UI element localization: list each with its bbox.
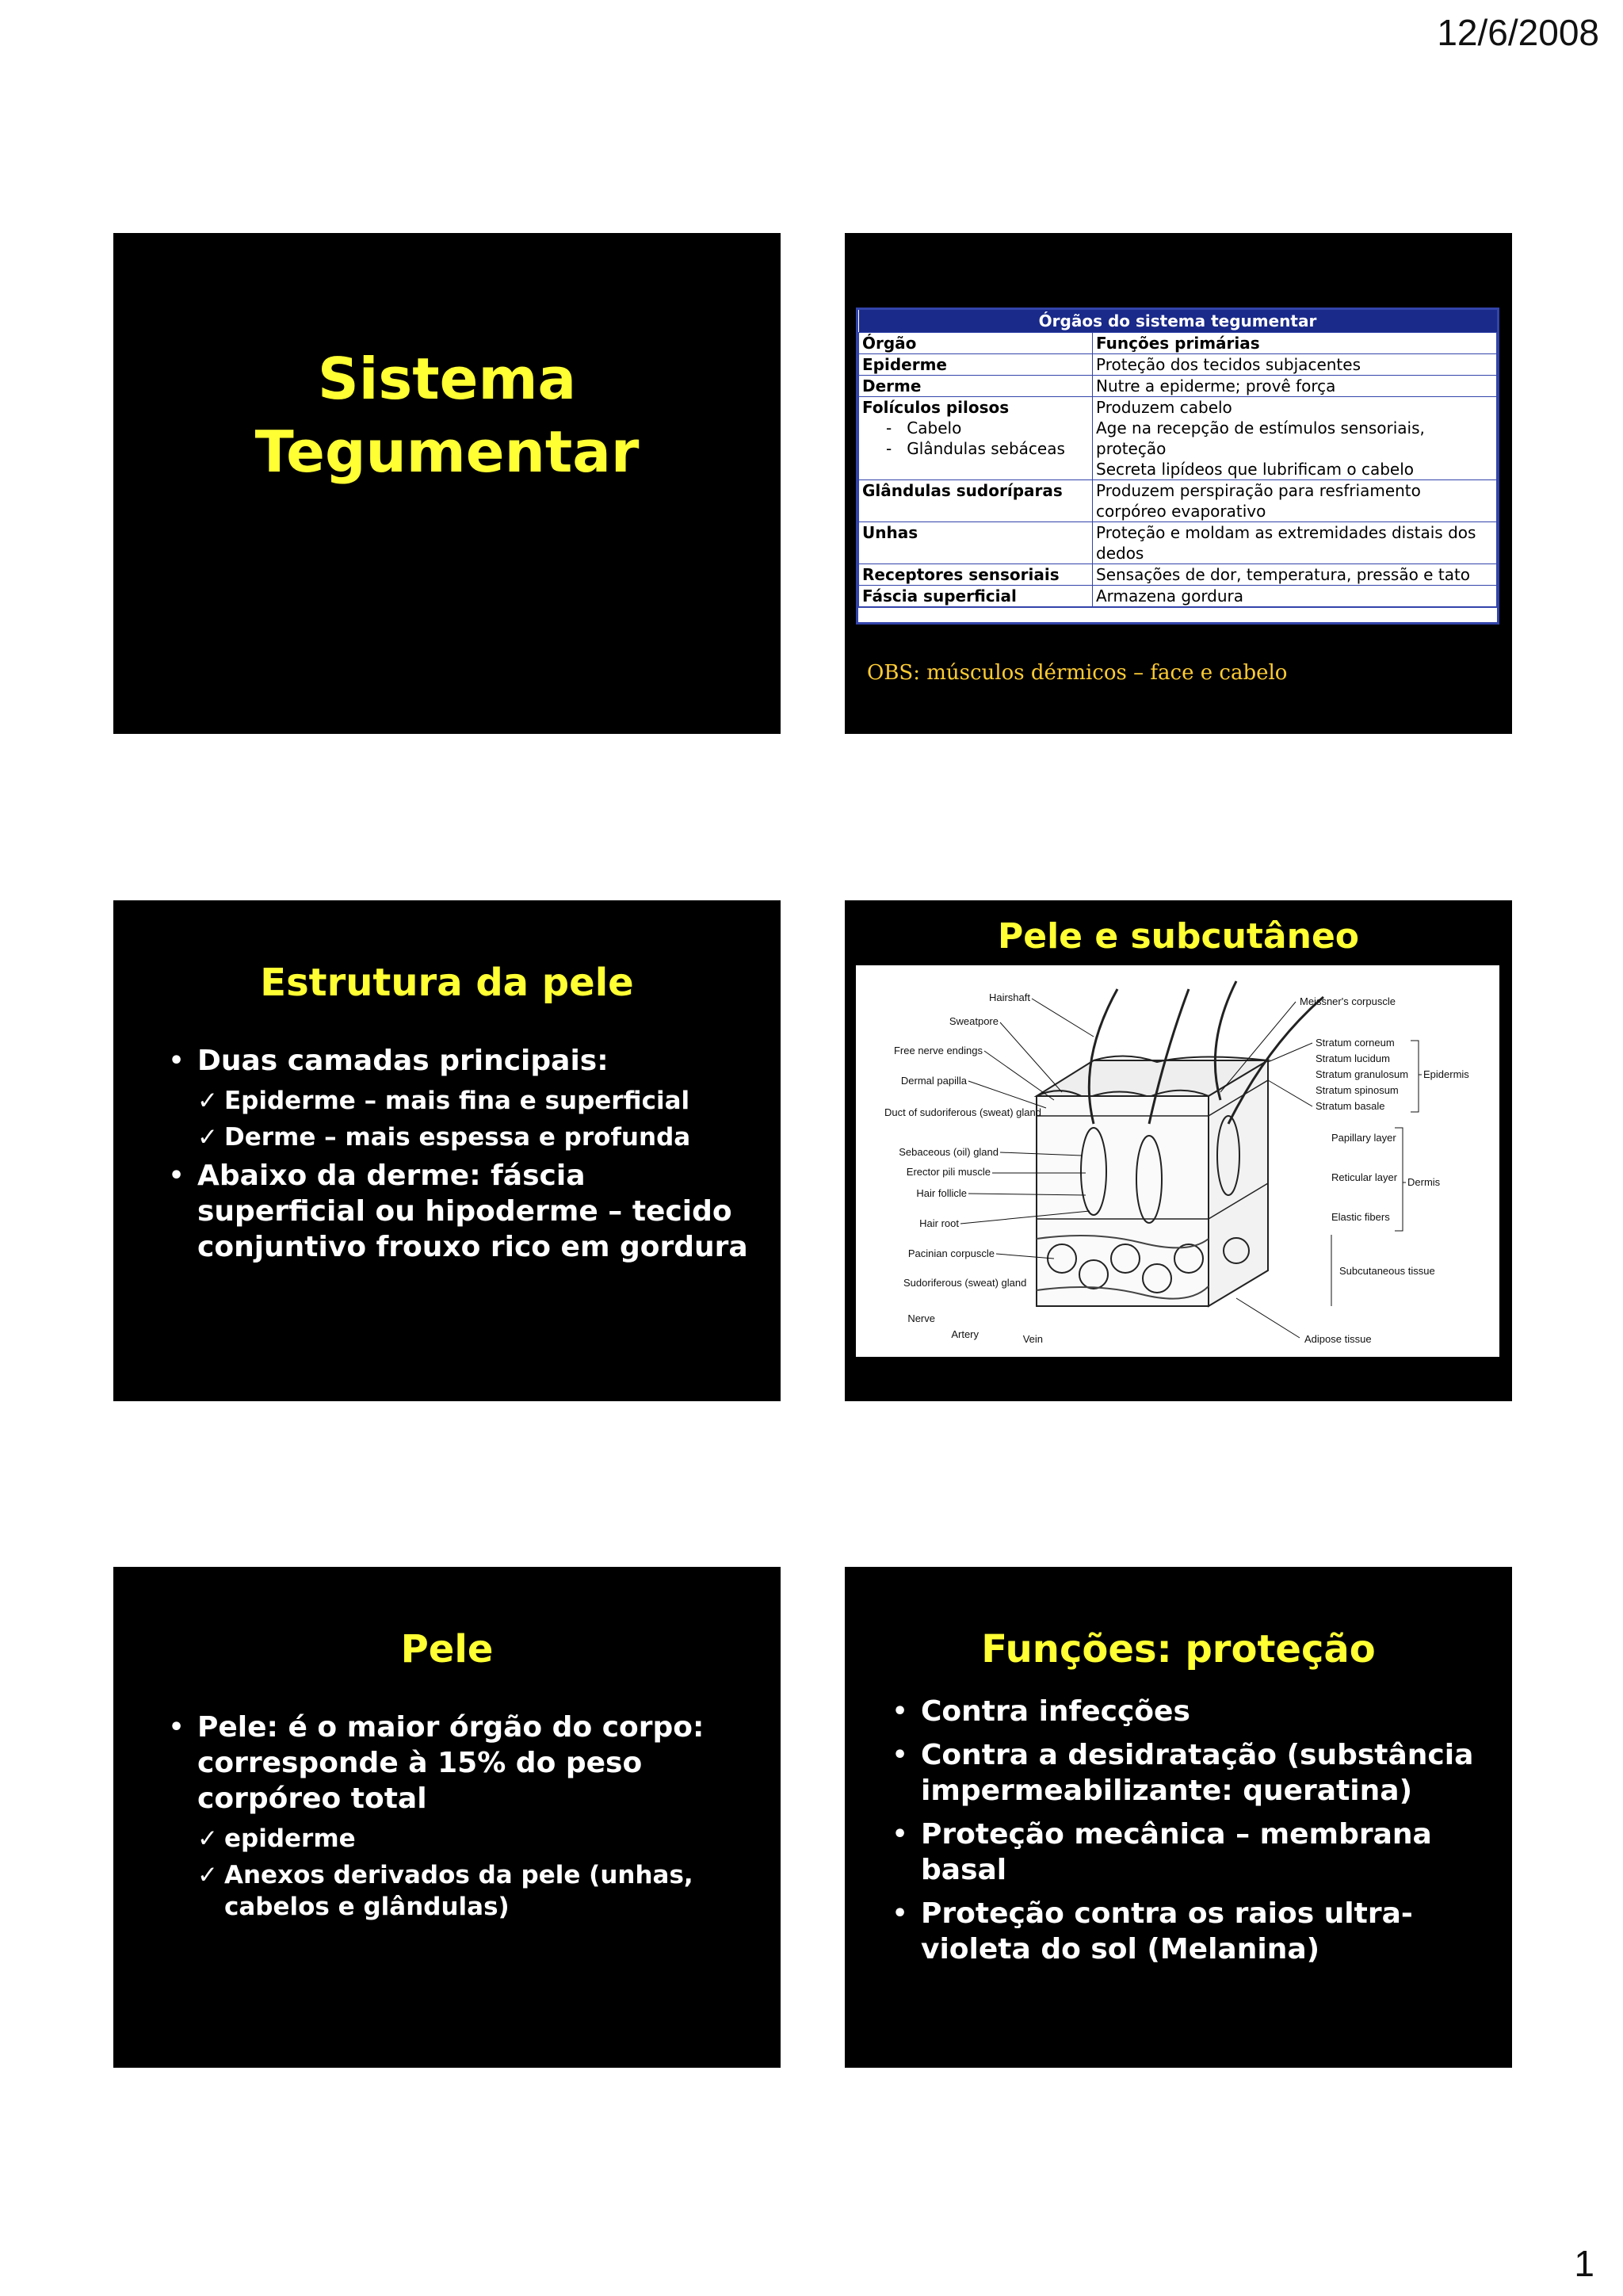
function-cell: Proteção dos tecidos subjacentes — [1093, 354, 1497, 376]
function-cell: Produzem cabelo Age na recepção de estímulos sensoriais, proteção Secreta lipídeos que lubrificam o cabelo — [1093, 397, 1497, 480]
sub-bullet-item: ✓ Derme – mais espessa e profunda — [197, 1123, 691, 1152]
function-cell: Sensações de dor, temperatura, pressão e tato — [1093, 564, 1497, 586]
label-sebaceous-gland: Sebaceous (oil) gland — [899, 1146, 999, 1158]
title-line-2: Tegumentar — [254, 418, 640, 485]
label-erector-pili: Erector pili muscle — [906, 1166, 991, 1178]
check-icon: ✓ — [197, 1861, 218, 1889]
label-sweat-duct: Duct of sudoriferous (sweat) gland — [884, 1106, 1041, 1118]
label-free-nerve-endings: Free nerve endings — [893, 1045, 983, 1056]
header-functions: Funções primárias — [1093, 333, 1497, 354]
bullet-list — [169, 1710, 749, 1927]
label-reticular-layer: Reticular layer — [1331, 1171, 1398, 1183]
label-subcutaneous: Subcutaneous tissue — [1339, 1265, 1435, 1277]
table-row — [859, 354, 1497, 376]
label-stratum-spinosum: Stratum spinosum — [1316, 1084, 1399, 1096]
table-footer — [858, 607, 1497, 622]
bullet-item: • Duas camadas principais: — [169, 1043, 749, 1079]
skin-diagram-svg — [856, 965, 1499, 1357]
label-epidermis: Epidermis — [1423, 1068, 1469, 1080]
organ-cell: Unhas — [859, 522, 1093, 564]
table-row — [859, 376, 1497, 397]
label-vein: Vein — [1022, 1333, 1043, 1345]
slide-title — [113, 233, 781, 734]
label-hair-follicle: Hair follicle — [916, 1187, 967, 1199]
label-hair-root: Hair root — [919, 1217, 959, 1229]
label-meissner: Meissner's corpuscle — [1300, 995, 1396, 1007]
slide-1-title — [113, 342, 781, 488]
label-stratum-granulosum: Stratum granulosum — [1316, 1068, 1409, 1080]
slide-skin-structure — [113, 900, 781, 1401]
right-labels — [1300, 995, 1469, 1345]
sub-bullet-item: ✓ Anexos derivados da pele (unhas, cabelos e glândulas) — [197, 1861, 693, 1921]
table-row — [859, 586, 1497, 607]
table-row — [859, 480, 1497, 522]
table-header-row — [859, 333, 1497, 354]
check-icon: ✓ — [197, 1824, 218, 1853]
table-row — [859, 397, 1497, 480]
title-line-1: Sistema — [317, 346, 577, 412]
organ-sub-item: - Cabelo — [886, 418, 962, 437]
organ-cell — [859, 397, 1093, 480]
bullet-item: • Abaixo da derme: fáscia superficial ou hipoderme – tecido conjuntivo frouxo rico em gordura — [169, 1158, 749, 1265]
organ-cell: Derme — [859, 376, 1093, 397]
table-row — [859, 564, 1497, 586]
label-sweatpore: Sweatpore — [949, 1015, 999, 1027]
organs-table-container — [856, 308, 1499, 625]
left-labels — [884, 991, 1043, 1345]
slide-skin — [113, 1567, 781, 2068]
label-stratum-corneum: Stratum corneum — [1316, 1037, 1395, 1049]
sub-bullet-item: ✓ Epiderme – mais fina e superficial — [197, 1087, 690, 1115]
label-adipose: Adipose tissue — [1304, 1333, 1372, 1345]
bullet-item: • Proteção contra os raios ultra-violeta do sol (Melanina) — [892, 1896, 1488, 1967]
slide-5-title: Pele — [400, 1627, 494, 1671]
obs-note: OBS: músculos dérmicos – face e cabelo — [867, 661, 1288, 685]
sub-bullet-item: ✓ epiderme — [197, 1824, 356, 1853]
label-papillary-layer: Papillary layer — [1331, 1132, 1396, 1144]
function-cell: Nutre a epiderme; provê força — [1093, 376, 1497, 397]
check-icon: ✓ — [197, 1087, 218, 1115]
table-row — [859, 522, 1497, 564]
slide-organs-table — [845, 233, 1512, 734]
organ-cell: Glândulas sudoríparas — [859, 480, 1093, 522]
slide-skin-diagram — [845, 900, 1512, 1401]
slide-3-title: Estrutura da pele — [260, 961, 634, 1005]
organ-sub-item: - Glândulas sebáceas — [886, 439, 1065, 458]
label-stratum-lucidum: Stratum lucidum — [1316, 1052, 1390, 1064]
table-title: Órgãos do sistema tegumentar — [859, 310, 1497, 333]
function-cell: Armazena gordura — [1093, 586, 1497, 607]
check-icon: ✓ — [197, 1123, 218, 1152]
bullet-item: • Contra a desidratação (substância impermeabilizante: queratina) — [892, 1737, 1488, 1809]
slide-6-title: Funções: proteção — [981, 1627, 1376, 1671]
function-cell: Produzem perspiração para resfriamento corpóreo evaporativo — [1093, 480, 1497, 522]
label-dermis: Dermis — [1407, 1176, 1441, 1188]
function-cell: Proteção e moldam as extremidades distais dos dedos — [1093, 522, 1497, 564]
organs-table — [858, 310, 1497, 607]
slide-4-title: Pele e subcutâneo — [997, 916, 1360, 957]
label-pacinian-corpuscle: Pacinian corpuscle — [907, 1247, 995, 1259]
label-sweat-gland: Sudoriferous (sweat) gland — [903, 1277, 1027, 1289]
label-elastic-fibers: Elastic fibers — [1331, 1211, 1390, 1223]
organ-cell: Fáscia superficial — [859, 586, 1093, 607]
label-hairshaft: Hairshaft — [988, 991, 1030, 1003]
organ-cell: Receptores sensoriais — [859, 564, 1093, 586]
bullet-item: • Pele: é o maior órgão do corpo: corresponde à 15% do peso corpóreo total — [169, 1710, 749, 1817]
label-dermal-papilla: Dermal papilla — [900, 1075, 967, 1087]
bullet-item: • Proteção mecânica – membrana basal — [892, 1817, 1488, 1888]
organ-cell: Epiderme — [859, 354, 1093, 376]
label-nerve: Nerve — [907, 1312, 935, 1324]
skin-block — [1037, 981, 1323, 1306]
label-artery: Artery — [951, 1328, 979, 1340]
label-stratum-basale: Stratum basale — [1316, 1100, 1385, 1112]
header-organ: Órgão — [859, 333, 1093, 354]
bullet-item: • Contra infecções — [892, 1694, 1488, 1729]
page-date: 12/6/2008 — [1437, 12, 1599, 53]
bullet-list — [169, 1043, 749, 1271]
page-number: 1 — [1574, 2243, 1594, 2284]
bullet-list — [892, 1694, 1488, 1975]
slide-protection-functions — [845, 1567, 1512, 2068]
skin-cross-section-diagram — [856, 965, 1499, 1357]
organ-name: Folículos pilosos — [862, 398, 1010, 417]
